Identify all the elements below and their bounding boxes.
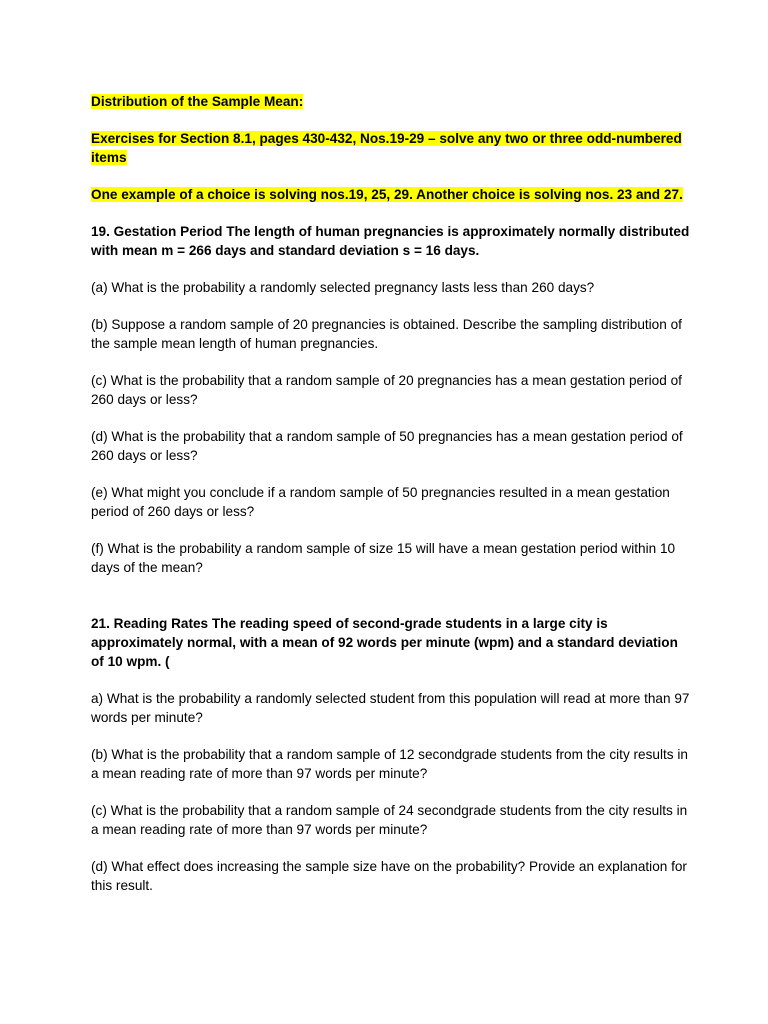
problem-19-part-a: (a) What is the probability a randomly selected pregnancy lasts less than 260 days? <box>91 280 595 295</box>
problem-19-part-f: (f) What is the probability a random sample of size 15 will have a mean gestation period within 10 days of the mean? <box>91 541 676 575</box>
problem-21-part-d: (d) What effect does increasing the sample size have on the probability? Provide an explanation for this result. <box>91 859 687 893</box>
problem-19-part-c: (c) What is the probability that a random sample of 20 pregnancies has a mean gestation period of 260 days or less? <box>91 373 682 407</box>
section-title-text: Distribution of the Sample Mean: <box>91 94 304 109</box>
problem-21-heading: 21. Reading Rates The reading speed of second-grade students in a large city is approximately normal, with a mean of 92 words per minute (wpm) and a standard deviation of 10 wpm. ( <box>91 616 678 669</box>
section-title <box>91 92 691 111</box>
problem-19-part-b: (b) Suppose a random sample of 20 pregnancies is obtained. Describe the sampling distribution of the sample mean length of human pregnancies. <box>91 317 682 351</box>
exercises-instructions <box>91 129 691 167</box>
example-choice-note-text: One example of a choice is solving nos.19, 25, 29. Another choice is solving nos. 23 and 27. <box>91 187 683 202</box>
problem-21-part-b: (b) What is the probability that a random sample of 12 secondgrade students from the city results in a mean reading rate of more than 97 words per minute? <box>91 747 688 781</box>
exercises-instructions-text: Exercises for Section 8.1, pages 430-432, Nos.19-29 – solve any two or three odd-numbered items <box>91 131 682 165</box>
example-choice-note <box>91 185 691 204</box>
document-content <box>91 92 691 913</box>
problem-19-part-d: (d) What is the probability that a random sample of 50 pregnancies has a mean gestation period of 260 days or less? <box>91 429 683 463</box>
problem-19-part-e: (e) What might you conclude if a random sample of 50 pregnancies resulted in a mean gestation period of 260 days or less? <box>91 485 670 519</box>
problem-21-part-c: (c) What is the probability that a random sample of 24 secondgrade students from the city results in a mean reading rate of more than 97 words per minute? <box>91 803 688 837</box>
problem-21-part-a: a) What is the probability a randomly selected student from this population will read at more than 97 words per minute? <box>91 691 690 725</box>
problem-19-heading: 19. Gestation Period The length of human pregnancies is approximately normally distributed with mean m = 266 days and standard deviation s = 16 days. <box>91 224 690 258</box>
